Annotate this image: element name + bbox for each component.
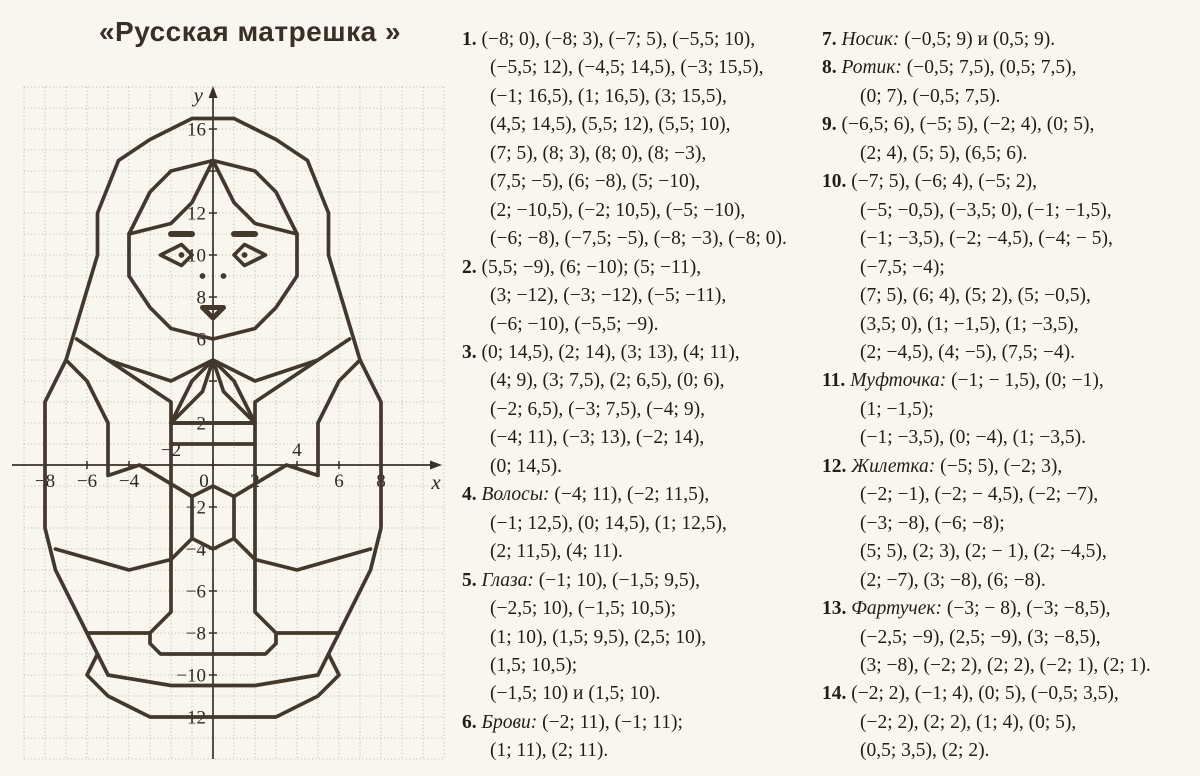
item-line: (7; 5), (6; 4), (5; 2), (5; −0,5),: [860, 285, 1091, 307]
y-tick-label: 6: [196, 329, 206, 351]
item-line: 8. Ротик: (−0,5; 7,5), (0,5; 7,5),: [822, 57, 1077, 79]
item-number: 12.: [822, 455, 852, 477]
item-label: Фартучек:: [851, 598, 947, 620]
item-line: (3,5; 0), (1; −1,5), (1; −3,5),: [860, 313, 1079, 335]
coordinate-item: [462, 26, 814, 254]
item-line: (3; −8), (−2; 2), (2; 2), (−2; 1), (2; 1).: [860, 654, 1151, 676]
item-line: 3. (0; 14,5), (2; 14), (3; 13), (4; 11),: [462, 341, 740, 363]
item-line: (2; −10,5), (−2; 10,5), (−5; −10),: [490, 199, 746, 221]
item-number: 4.: [462, 484, 482, 506]
coordinate-item: [462, 339, 814, 481]
item-number: 5.: [462, 569, 482, 591]
y-tick-label: 12: [187, 203, 206, 225]
item-line: (1; −1,5);: [860, 398, 934, 420]
item-line: (−6; −10), (−5,5; −9).: [490, 313, 659, 335]
item-line: 4. Волосы: (−4; 11), (−2; 11,5),: [462, 484, 710, 506]
x-tick-label: 0: [199, 471, 209, 492]
face-dot: [221, 273, 227, 279]
y-tick-label: 2: [196, 413, 206, 435]
y-tick-label: 10: [187, 245, 206, 267]
x-axis-label: x: [431, 470, 441, 494]
item-line: (4; 9), (3; 7,5), (2; 6,5), (0; 6),: [490, 370, 725, 392]
item-line: (−2; −1), (−2; − 4,5), (−2; −7),: [860, 484, 1099, 506]
item-line: (−2; 6,5), (−3; 7,5), (−4; 9),: [490, 398, 705, 420]
item-line: (−5; −0,5), (−3,5; 0), (−1; −1,5),: [860, 199, 1112, 221]
y-tick-label: −10: [176, 665, 206, 687]
coordinates-column-2: [822, 26, 1198, 766]
item-number: 8.: [822, 57, 842, 79]
y-axis-arrow: [209, 86, 218, 98]
coordinate-item: [822, 168, 1198, 367]
coordinate-item: [462, 254, 814, 339]
coordinate-item: [822, 54, 1198, 111]
item-line: (−2,5; 10), (−1,5; 10,5);: [490, 598, 677, 620]
item-line: (0; 7), (−0,5; 7,5).: [860, 85, 1001, 107]
coordinate-item: [462, 567, 814, 709]
item-number: 3.: [462, 341, 482, 363]
y-tick-label: −2: [185, 497, 206, 519]
item-line: 11. Муфточка: (−1; − 1,5), (0; −1),: [822, 370, 1104, 392]
item-number: 1.: [462, 29, 482, 50]
y-tick-label: 16: [187, 119, 206, 141]
item-label: Брови:: [481, 711, 543, 733]
item-line: (−7,5; −4);: [860, 256, 945, 278]
y-tick-label: −6: [185, 581, 206, 603]
item-line: (7; 5), (8; 3), (8; 0), (8; −3),: [490, 142, 707, 164]
coordinate-item: [822, 453, 1198, 595]
item-label: Жилетка:: [851, 455, 941, 477]
face-dot: [242, 252, 248, 258]
coordinate-plot: [12, 84, 452, 762]
x-tick-label: 8: [376, 471, 386, 492]
item-number: 11.: [822, 370, 851, 392]
y-axis-label: y: [193, 84, 203, 107]
item-line: (0,5; 3,5), (2; 2).: [860, 740, 990, 762]
y-tick-label: −8: [185, 623, 206, 645]
item-line: 12. Жилетка: (−5; 5), (−2; 3),: [822, 455, 1063, 477]
item-line: (−1; −3,5), (−2; −4,5), (−4; − 5),: [860, 228, 1113, 250]
item-number: 6.: [462, 711, 482, 733]
face-dot: [179, 252, 185, 258]
item-line: 9. (−6,5; 6), (−5; 5), (−2; 4), (0; 5),: [822, 114, 1095, 136]
coordinate-item: [822, 595, 1198, 680]
right-eye: [234, 245, 266, 266]
item-line: (−2,5; −9), (2,5; −9), (3; −8,5),: [860, 626, 1101, 648]
item-label: Муфточка:: [850, 370, 952, 392]
item-label: Волосы:: [481, 484, 555, 506]
item-number: 9.: [822, 114, 842, 136]
face-dot: [200, 273, 206, 279]
item-line: (2; −4,5), (4; −5), (7,5; −4).: [860, 341, 1075, 363]
item-line: (−4; 11), (−3; 13), (−2; 14),: [490, 427, 705, 449]
coordinate-item: [822, 680, 1198, 765]
item-line: 2. (5,5; −9), (6; −10); (5; −11),: [462, 256, 702, 278]
x-tick-label: 4: [292, 440, 302, 461]
item-line: (−2; 2), (2; 2), (1; 4), (0; 5),: [860, 711, 1077, 733]
item-line: (−6; −8), (−7,5; −5), (−8; −3), (−8; 0).: [490, 228, 787, 250]
item-line: (−5,5; 12), (−4,5; 14,5), (−3; 15,5),: [490, 57, 764, 79]
coordinate-item: [462, 481, 814, 566]
item-line: (0; 14,5).: [490, 455, 563, 477]
x-tick-label: −8: [34, 471, 56, 492]
coordinate-item: [462, 709, 814, 766]
item-line: 14. (−2; 2), (−1; 4), (0; 5), (−0,5; 3,5),: [822, 683, 1119, 705]
item-line: (4,5; 14,5), (5,5; 12), (5,5; 10),: [490, 114, 731, 136]
item-number: 10.: [822, 171, 852, 193]
coordinates-column-1: [462, 26, 814, 766]
item-line: (7,5; −5), (6; −8), (5; −10),: [490, 171, 701, 193]
item-line: (−3; −8), (−6; −8);: [860, 512, 1005, 534]
item-line: 1. (−8; 0), (−8; 3), (−7; 5), (−5,5; 10),: [462, 29, 756, 50]
x-axis-arrow: [430, 461, 442, 470]
item-line: (3; −12), (−3; −12), (−5; −11),: [490, 285, 727, 307]
y-tick-label: −4: [185, 539, 206, 561]
item-line: (1,5; 10,5);: [490, 654, 578, 676]
x-tick-label: 2: [250, 471, 260, 492]
coordinate-item: [822, 111, 1198, 168]
item-line: 5. Глаза: (−1; 10), (−1,5; 9,5),: [462, 569, 700, 591]
item-line: 10. (−7; 5), (−6; 4), (−5; 2),: [822, 171, 1037, 193]
item-number: 14.: [822, 683, 852, 705]
item-line: 7. Носик: (−0,5; 9) и (0,5; 9).: [822, 29, 1056, 50]
x-tick-label: −2: [160, 440, 182, 461]
coordinate-grid: [12, 84, 452, 762]
item-line: (−1; 12,5), (0; 14,5), (1; 12,5),: [490, 512, 727, 534]
item-line: (1; 11), (2; 11).: [490, 740, 609, 762]
item-line: 13. Фартучек: (−3; − 8), (−3; −8,5),: [822, 598, 1111, 620]
y-tick-label: −12: [176, 707, 206, 729]
item-line: (−1; 16,5), (1; 16,5), (3; 15,5),: [490, 85, 727, 107]
item-line: (2; 11,5), (4; 11).: [490, 541, 623, 563]
item-line: (2; 4), (5; 5), (6,5; 6).: [860, 142, 1028, 164]
coordinate-item: [822, 26, 1198, 54]
x-tick-label: 6: [334, 471, 344, 492]
item-line: (2; −7), (3; −8), (6; −8).: [860, 569, 1046, 591]
item-line: 6. Брови: (−2; 11), (−1; 11);: [462, 711, 683, 733]
y-tick-label: 8: [196, 287, 206, 309]
item-label: Ротик:: [841, 57, 907, 79]
coordinate-item: [822, 367, 1198, 452]
item-line: (5; 5), (2; 3), (2; − 1), (2; −4,5),: [860, 541, 1107, 563]
x-tick-label: −6: [76, 471, 98, 492]
item-number: 7.: [822, 29, 842, 50]
item-number: 13.: [822, 598, 852, 620]
item-label: Носик:: [841, 29, 905, 50]
x-tick-label: −4: [118, 471, 140, 492]
worksheet-title: «Русская матрешка »: [98, 16, 402, 47]
item-line: (1; 10), (1,5; 9,5), (2,5; 10),: [490, 626, 707, 648]
item-label: Глаза:: [481, 569, 539, 591]
item-number: 2.: [462, 256, 482, 278]
item-line: (−1,5; 10) и (1,5; 10).: [490, 683, 661, 705]
item-line: (−1; −3,5), (0; −4), (1; −3,5).: [860, 427, 1086, 449]
